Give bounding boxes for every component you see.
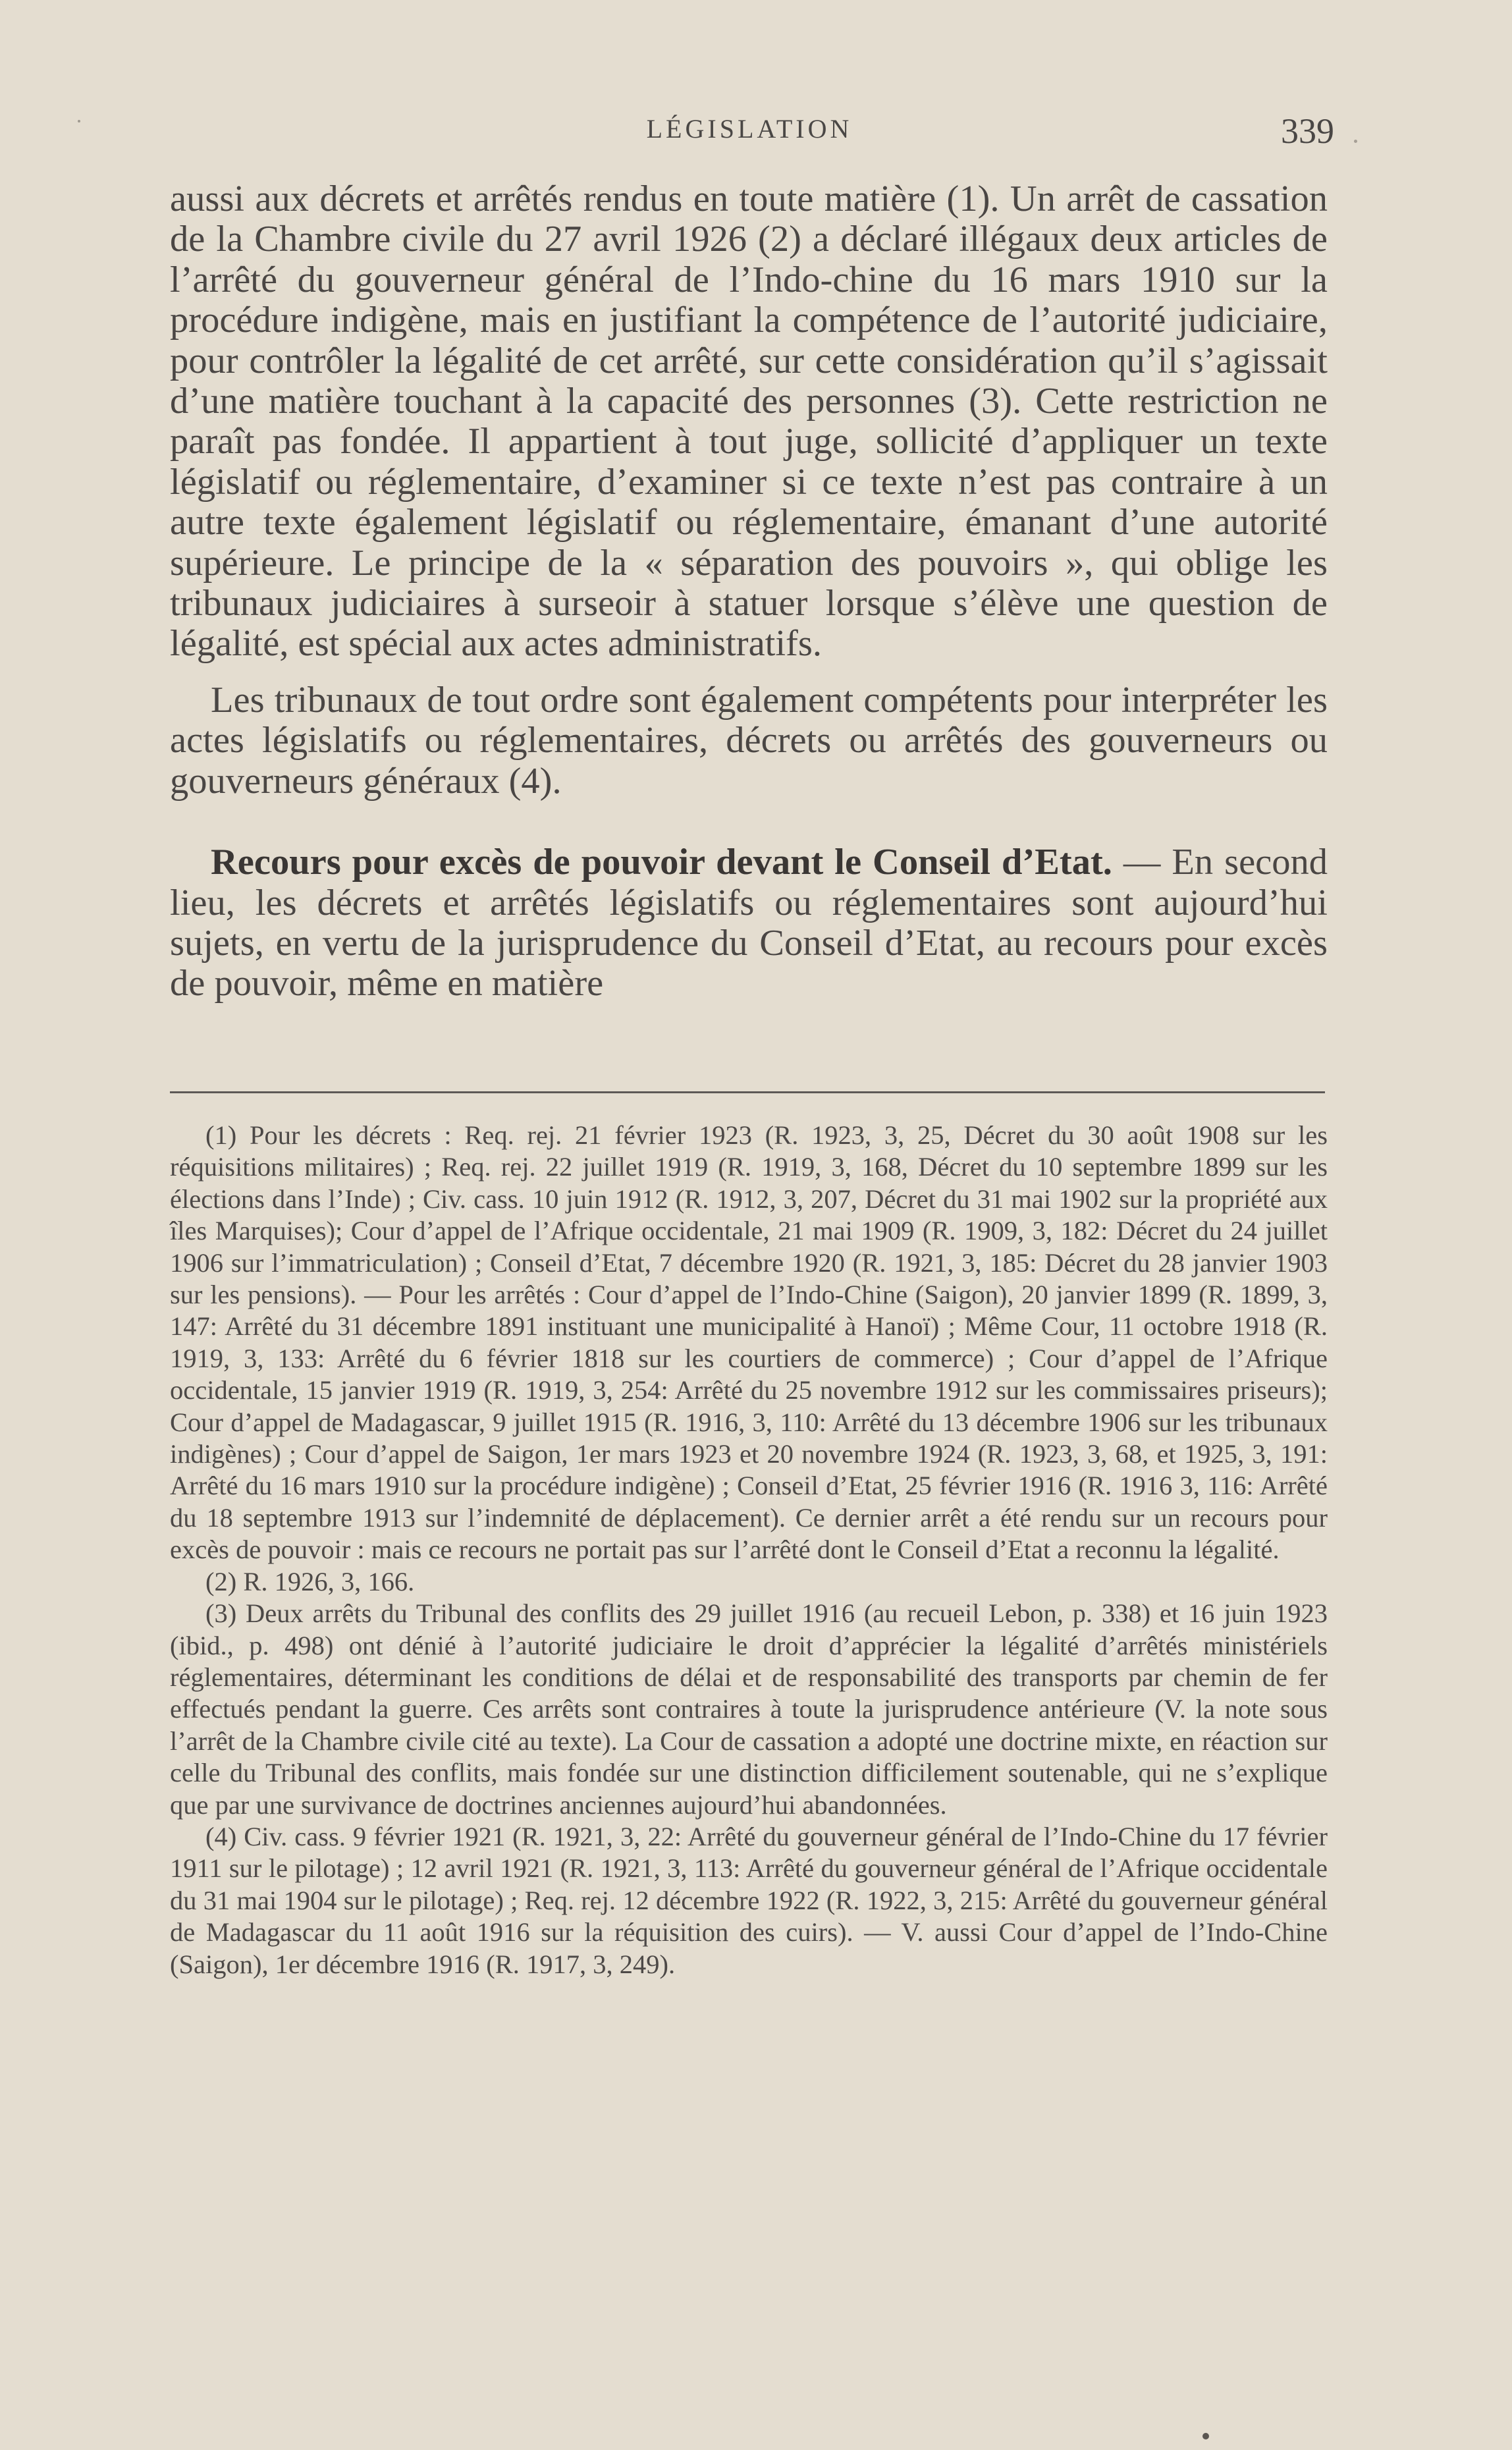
paragraph-interpretation: Les tribunaux de tout ordre sont également compétents pour interpréter les actes législatifs ou réglementaires, décrets ou arrêtés des gouverneurs ou gouverneurs généraux (4). xyxy=(170,679,1328,802)
footnote-3: (3) Deux arrêts du Tribunal des conflits des 29 juillet 1916 (au recueil Lebon, p. 338) et 16 juin 1923 (ibid., p. 498) ont dénié à l’autorité judiciaire le droit d’apprécier la légalité d’arrêtés ministériels réglementaires, déterminant les conditions de délai et de responsabilité des transports par chemin de fer effectués pendant la guerre. Ces arrêts sont contraires à toute la jurisprudence antérieure (V. la note sous l’arrêt de la Chambre civile cité au texte). La Cour de cassation a adopté une doctrine mixte, en réaction sur celle du Tribunal des conflits, mais fondée sur une distinction difficilement soutenable, qui ne s’explique que par une survivance de doctrines anciennes aujourd’hui abandonnées. xyxy=(170,1598,1328,1820)
section-heading: Recours pour excès de pouvoir devant le Conseil d’Etat. xyxy=(211,842,1112,883)
paragraph-continued: aussi aux décrets et arrêtés rendus en toute matière (1). Un arrêt de cassation de la Chambre civile du 27 avril 1926 (2) a déclaré illégaux deux articles de l’arrêté du gouverneur général de l’Indo-chine du 16 mars 1910 sur la procédure indigène, mais en justifiant la compétence de l’autorité judiciaire, pour contrôler la légalité de cet arrêté, sur cette considération qu’il s’agissait d’une matière touchant à la capacité des personnes (3). Cette restriction ne paraît pas fondée. Il appartient à tout juge, sollicité d’appliquer un texte législatif ou réglementaire, d’examiner si ce texte n’est pas contraire à un autre texte également législatif ou réglementaire, émanant d’une autorité supérieure. Le principe de la « séparation des pouvoirs », qui oblige les tribunaux judiciaires à surseoir à statuer lorsque s’élève une question de légalité, est spécial aux actes administratifs. xyxy=(170,178,1328,665)
footnote-2: (2) R. 1926, 3, 166. xyxy=(205,1566,415,1596)
main-text xyxy=(170,179,1328,1004)
footnotes xyxy=(170,1120,1328,1980)
footnote-4: (4) Civ. cass. 9 février 1921 (R. 1921, 3, 22: Arrêté du gouverneur général de l’Indo-Chine du 17 février 1911 sur le pilotage) ; 12 avril 1921 (R. 1921, 3, 113: Arrêté du gouverneur général de l’Afrique occidentale du 31 mai 1904 sur le pilotage) ; Req. rej. 12 décembre 1922 (R. 1922, 3, 215: Arrêté du gouverneur général de Madagascar du 11 août 1916 sur la réquisition des cuirs). — V. aussi Cour d’appel de l’Indo-Chine (Saigon), 1er décembre 1916 (R. 1917, 3, 249). xyxy=(170,1821,1328,1979)
page-number: 339 xyxy=(1281,111,1334,151)
ink-speck xyxy=(1202,2433,1209,2439)
section-paragraph xyxy=(170,842,1328,1004)
section-text: — En second lieu, les décrets et arrêtés législatifs ou réglementaires sont aujourd’hui sujets, en vertu de la jurisprudence du Conseil d’Etat, au recours pour excès de pouvoir, même en matière xyxy=(170,842,1328,1004)
running-head xyxy=(170,111,1334,151)
ink-speck xyxy=(1354,140,1357,143)
running-title: LÉGISLATION xyxy=(646,114,853,144)
footnote-1: (1) Pour les décrets : Req. rej. 21 février 1923 (R. 1923, 3, 25, Décret du 30 août 1908 sur les réquisitions militaires) ; Req. rej. 22 juillet 1919 (R. 1919, 3, 168, Décret du 10 septembre 1899 sur les élections dans l’Inde) ; Civ. cass. 10 juin 1912 (R. 1912, 3, 207, Décret du 31 mai 1902 sur la propriété aux îles Marquises); Cour d’appel de l’Afrique occidentale, 21 mai 1909 (R. 1909, 3, 182: Décret du 24 juillet 1906 sur l’immatriculation) ; Conseil d’Etat, 7 décembre 1920 (R. 1921, 3, 185: Décret du 28 janvier 1903 sur les pensions). — Pour les arrêtés : Cour d’appel de l’Indo-Chine (Saigon), 20 janvier 1899 (R. 1899, 3, 147: Arrêté du 31 décembre 1891 instituant une municipalité à Hanoï) ; Même Cour, 11 octobre 1918 (R. 1919, 3, 133: Arrêté du 6 février 1818 sur les courtiers de commerce) ; Cour d’appel de l’Afrique occidentale, 15 janvier 1919 (R. 1919, 3, 254: Arrêté du 25 novembre 1912 sur les commissaires priseurs); Cour d’appel de Madagascar, 9 juillet 1915 (R. 1916, 3, 110: Arrêté du 13 décembre 1906 sur les tribunaux indigènes) ; Cour d’appel de Saigon, 1er mars 1923 et 20 novembre 1924 (R. 1923, 3, 68, et 1925, 3, 191: Arrêté du 16 mars 1910 sur la procédure indigène) ; Conseil d’Etat, 25 février 1916 (R. 1916 3, 116: Arrêté du 18 septembre 1913 sur l’indemnité de déplacement). Ce dernier arrêt a été rendu sur un recours pour excès de pouvoir : mais ce recours ne portait pas sur l’arrêté dont le Conseil d’Etat a reconnu la légalité. xyxy=(170,1120,1328,1565)
footnote-separator xyxy=(170,1091,1325,1093)
ink-speck xyxy=(78,120,80,122)
